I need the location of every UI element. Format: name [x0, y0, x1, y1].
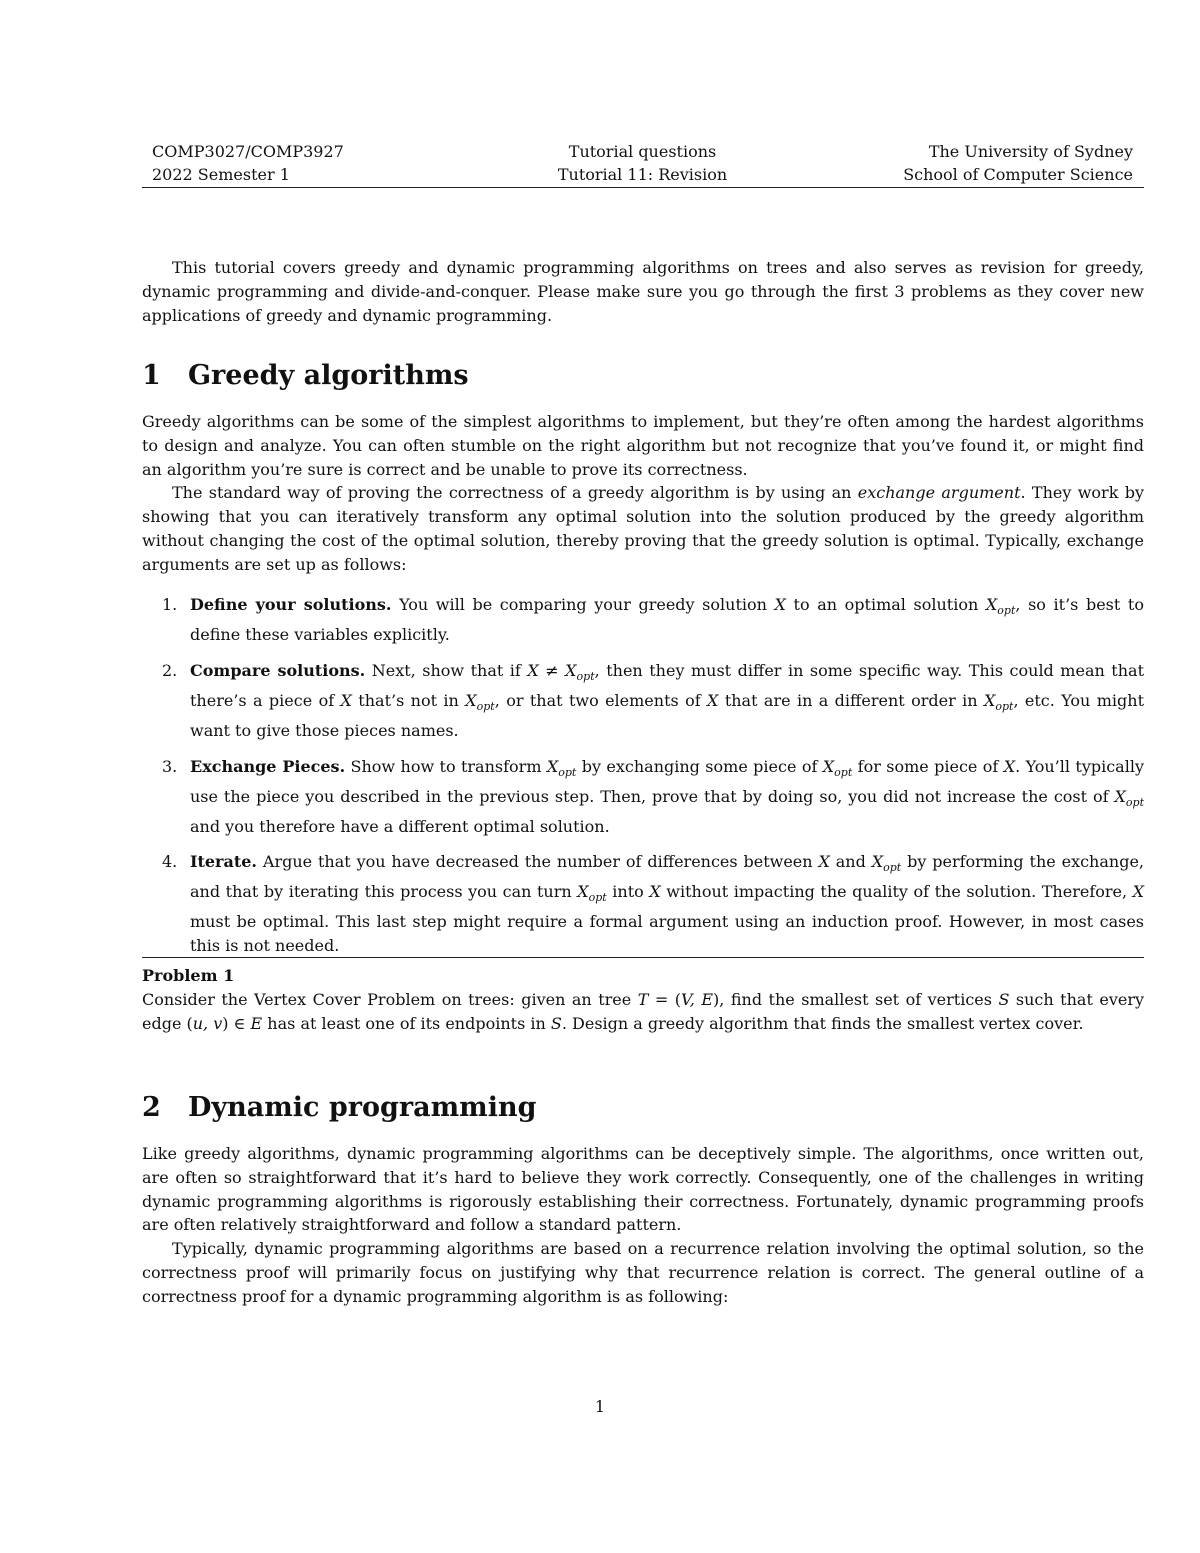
section1-body — [142, 410, 1144, 577]
section-number: 2 — [142, 1092, 161, 1123]
list-item: 2. Compare solutions. Next, show that if $X \ne X_{opt}$, then they must differ in some specific way. This could mean that there’s a piece of X that’s not in $X_{opt}$, or that two elements of X that are in a different order in $X_{opt}$, etc. You might want to give those pieces names. — [162, 660, 1144, 740]
header-row-2 — [152, 165, 1133, 185]
problem-divider — [142, 957, 1144, 958]
section-heading-dp — [142, 1091, 537, 1125]
problem-statement: Consider the Vertex Cover Problem on trees: given an tree T = (V, E), find the smallest set of vertices S such that every edge (u, v) ∈ E has at least one of its endpoints in S. Design a greedy algorithm that finds the smallest vertex cover. — [142, 990, 1145, 1033]
university-name: The University of Sydney — [928, 142, 1133, 161]
doc-type: Tutorial questions — [568, 142, 717, 161]
section-number: 1 — [142, 360, 161, 391]
page-number: 1 — [594, 1397, 606, 1416]
section1-para1: Greedy algorithms can be some of the simplest algorithms to implement, but they’re often among the hardest algorithms to design and analyze. You can often stumble on the right algorithm but not recognize that you’ve found it, or might find an algorithm you’re sure is correct and be unable to prove its correctness. — [142, 412, 1144, 479]
header-divider — [142, 187, 1144, 188]
section2-body — [142, 1142, 1144, 1309]
intro-paragraph: This tutorial covers greedy and dynamic programming algorithms on trees and also serves as revision for greedy, dynamic programming and divide-and-conquer. Please make sure you go through the first 3 problems as they cover new applications of greedy and dynamic programming. — [142, 258, 1144, 325]
list-item: 1. Define your solutions. You will be comparing your greedy solution X to an optimal solution $X_{opt}$, so it’s best to define these variables explicitly. — [162, 595, 1144, 644]
section-title: Dynamic programming — [188, 1092, 537, 1123]
exchange-argument-term: exchange argument — [857, 483, 1021, 503]
list-item: 3. Exchange Pieces. Show how to transform $X_{opt}$ by exchanging some piece of $X_{opt}$ for some piece of X. You’ll typically use the piece you described in the previous step. Then, prove that by doing so, you did not increase the cost of $X_{opt}$ and you therefore have a different optimal solution. — [162, 756, 1144, 836]
section1-para2: The standard way of proving the correctness of a greedy algorithm is by using an exchange argument. They work by showing that you can iteratively transform any optimal solution into the solution produced by the greedy algorithm without changing the cost of the optimal solution, thereby proving that the greedy solution is optimal. Typically, exchange arguments are set up as follows: — [142, 483, 1145, 574]
section-heading-greedy — [142, 359, 469, 393]
list-item: 4. Iterate. Argue that you have decreased the number of differences between X and $X_{opt}$ by performing the exchange, and that by iterating this process you can turn $X_{opt}$ into X without impacting the quality of the solution. Therefore, X must be optimal. This last step might require a formal argument using an induction proof. However, in most cases this is not needed. — [162, 852, 1145, 956]
section2-para1: Like greedy algorithms, dynamic programming algorithms can be deceptively simple. The algorithms, once written out, are often so straightforward that it’s hard to believe they work correctly. Consequently, one of the challenges in writing dynamic programming algorithms is rigorously establishing their correctness. Fortunately, dynamic programming proofs are often relatively straightforward and follow a standard pattern. — [142, 1144, 1144, 1235]
section-title: Greedy algorithms — [188, 360, 469, 391]
section2-para2: Typically, dynamic programming algorithms are based on a recurrence relation involving the optimal solution, so the correctness proof will primarily focus on justifying why that recurrence relation is correct. The general outline of a correctness proof for a dynamic programming algorithm is as following: — [142, 1239, 1144, 1306]
problem-title: Problem 1 — [142, 966, 235, 985]
course-code: COMP3027/COMP3927 — [152, 142, 344, 161]
exchange-steps-list — [142, 593, 1144, 970]
school-name: School of Computer Science — [903, 165, 1133, 184]
tutorial-title: Tutorial 11: Revision — [557, 165, 728, 184]
semester: 2022 Semester 1 — [152, 165, 290, 184]
header-row-1 — [152, 142, 1133, 162]
